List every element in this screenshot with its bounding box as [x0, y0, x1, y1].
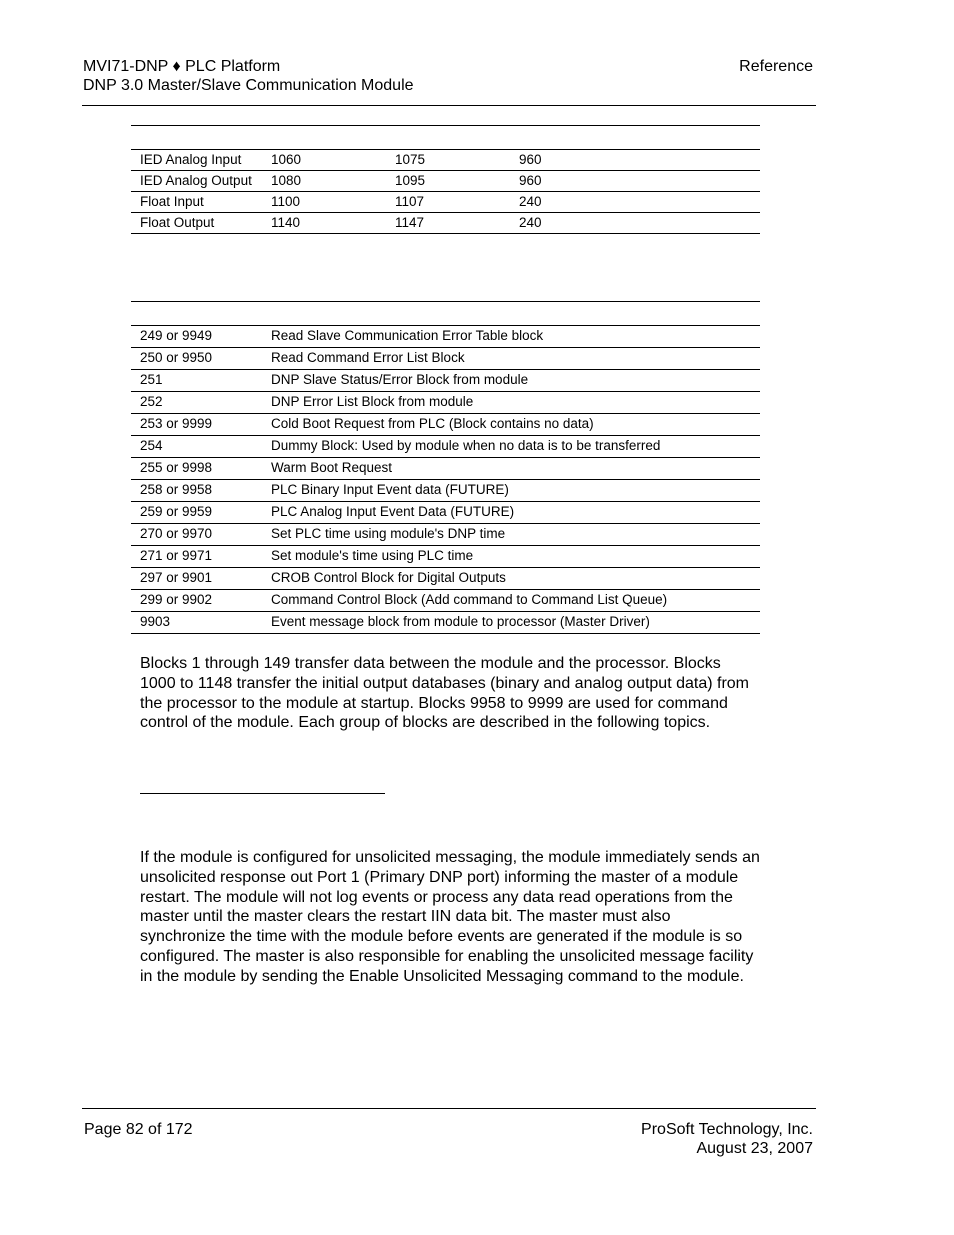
special-block-table [131, 325, 760, 634]
table-cell: 1147 [386, 213, 510, 234]
table-cell: 1107 [386, 192, 510, 213]
table-row [131, 502, 760, 524]
table-row [131, 213, 760, 234]
table-row [131, 458, 760, 480]
table-row [131, 524, 760, 546]
table-cell: 297 or 9901 [131, 568, 262, 590]
table-cell: 259 or 9959 [131, 502, 262, 524]
table-row [131, 414, 760, 436]
table-cell: CROB Control Block for Digital Outputs [262, 568, 760, 590]
header-section: Reference [739, 58, 813, 75]
table-cell: 1095 [386, 171, 510, 192]
table-cell: 258 or 9958 [131, 480, 262, 502]
table-row [131, 480, 760, 502]
table-cell: 240 [510, 192, 760, 213]
table-row [131, 171, 760, 192]
table-cell: DNP Error List Block from module [262, 392, 760, 414]
table-row [131, 192, 760, 213]
table-row [131, 612, 760, 634]
footer-publisher [641, 1120, 813, 1158]
header-module-line: DNP 3.0 Master/Slave Communication Module [83, 77, 414, 94]
page-number: Page 82 of 172 [84, 1121, 193, 1138]
table-row [131, 326, 760, 348]
table-cell: Event message block from module to processor (Master Driver) [262, 612, 760, 634]
block-range-table [131, 149, 760, 234]
footer-date: August 23, 2007 [696, 1140, 813, 1157]
table-cell: 1080 [262, 171, 386, 192]
table-cell: 240 [510, 213, 760, 234]
table-cell: 255 or 9998 [131, 458, 262, 480]
table-cell: Set PLC time using module's DNP time [262, 524, 760, 546]
table-cell: 299 or 9902 [131, 590, 262, 612]
table-cell: 251 [131, 370, 262, 392]
table-cell: 270 or 9970 [131, 524, 262, 546]
footer-company: ProSoft Technology, Inc. [641, 1121, 813, 1138]
table-cell: 250 or 9950 [131, 348, 262, 370]
page-header-title [83, 57, 414, 95]
table-cell: 1075 [386, 150, 510, 171]
table-cell: PLC Analog Input Event Data (FUTURE) [262, 502, 760, 524]
table-cell: 254 [131, 436, 262, 458]
table-cell: Set module's time using PLC time [262, 546, 760, 568]
table-cell: 9903 [131, 612, 262, 634]
table1-top-rule [131, 125, 760, 126]
table-cell: Cold Boot Request from PLC (Block contains no data) [262, 414, 760, 436]
table-cell: IED Analog Input [131, 150, 262, 171]
table-cell: Float Input [131, 192, 262, 213]
header-product-line: MVI71-DNP ♦ PLC Platform [83, 58, 281, 75]
section-divider [140, 793, 385, 794]
block-transfer-paragraph: Blocks 1 through 149 transfer data between the module and the processor. Blocks 1000 to 1148 transfer the initial output databases (binary and analog output data) from the processor to the module at startup. Blocks 9958 to 9999 are used for command control of the module. Each group of blocks are described in the following topics. [140, 655, 749, 732]
table-row [131, 436, 760, 458]
table-row [131, 568, 760, 590]
table-row [131, 348, 760, 370]
table-cell: 249 or 9949 [131, 326, 262, 348]
table-cell: 1140 [262, 213, 386, 234]
table-row [131, 546, 760, 568]
footer-divider [82, 1108, 816, 1109]
header-divider [82, 105, 816, 106]
table-row [131, 370, 760, 392]
table-cell: 271 or 9971 [131, 546, 262, 568]
table-cell: PLC Binary Input Event data (FUTURE) [262, 480, 760, 502]
table-cell: 960 [510, 171, 760, 192]
table-cell: Command Control Block (Add command to Command List Queue) [262, 590, 760, 612]
table-cell: Warm Boot Request [262, 458, 760, 480]
table-cell: IED Analog Output [131, 171, 262, 192]
table-cell: 252 [131, 392, 262, 414]
unsolicited-messaging-paragraph: If the module is configured for unsolicited messaging, the module immediately sends an unsolicited response out Port 1 (Primary DNP port) informing the master of a module restart. The module will not log events or process any data read operations from the master until the master clears the restart IIN data bit. The master must also synchronize the time with the module before events are generated if the module is so configured. The master is also responsible for enabling the unsolicited message facility in the module by sending the Enable Unsolicited Messaging command to the module. [140, 849, 760, 985]
table-cell: 1100 [262, 192, 386, 213]
table-cell: Read Command Error List Block [262, 348, 760, 370]
table-cell: 1060 [262, 150, 386, 171]
table-cell: DNP Slave Status/Error Block from module [262, 370, 760, 392]
table-row [131, 150, 760, 171]
table-cell: Dummy Block: Used by module when no data is to be transferred [262, 436, 760, 458]
table-cell: Float Output [131, 213, 262, 234]
table-row [131, 392, 760, 414]
table-cell: 960 [510, 150, 760, 171]
table-cell: Read Slave Communication Error Table block [262, 326, 760, 348]
table-cell: 253 or 9999 [131, 414, 262, 436]
table-row [131, 590, 760, 612]
table2-top-rule [131, 301, 760, 302]
